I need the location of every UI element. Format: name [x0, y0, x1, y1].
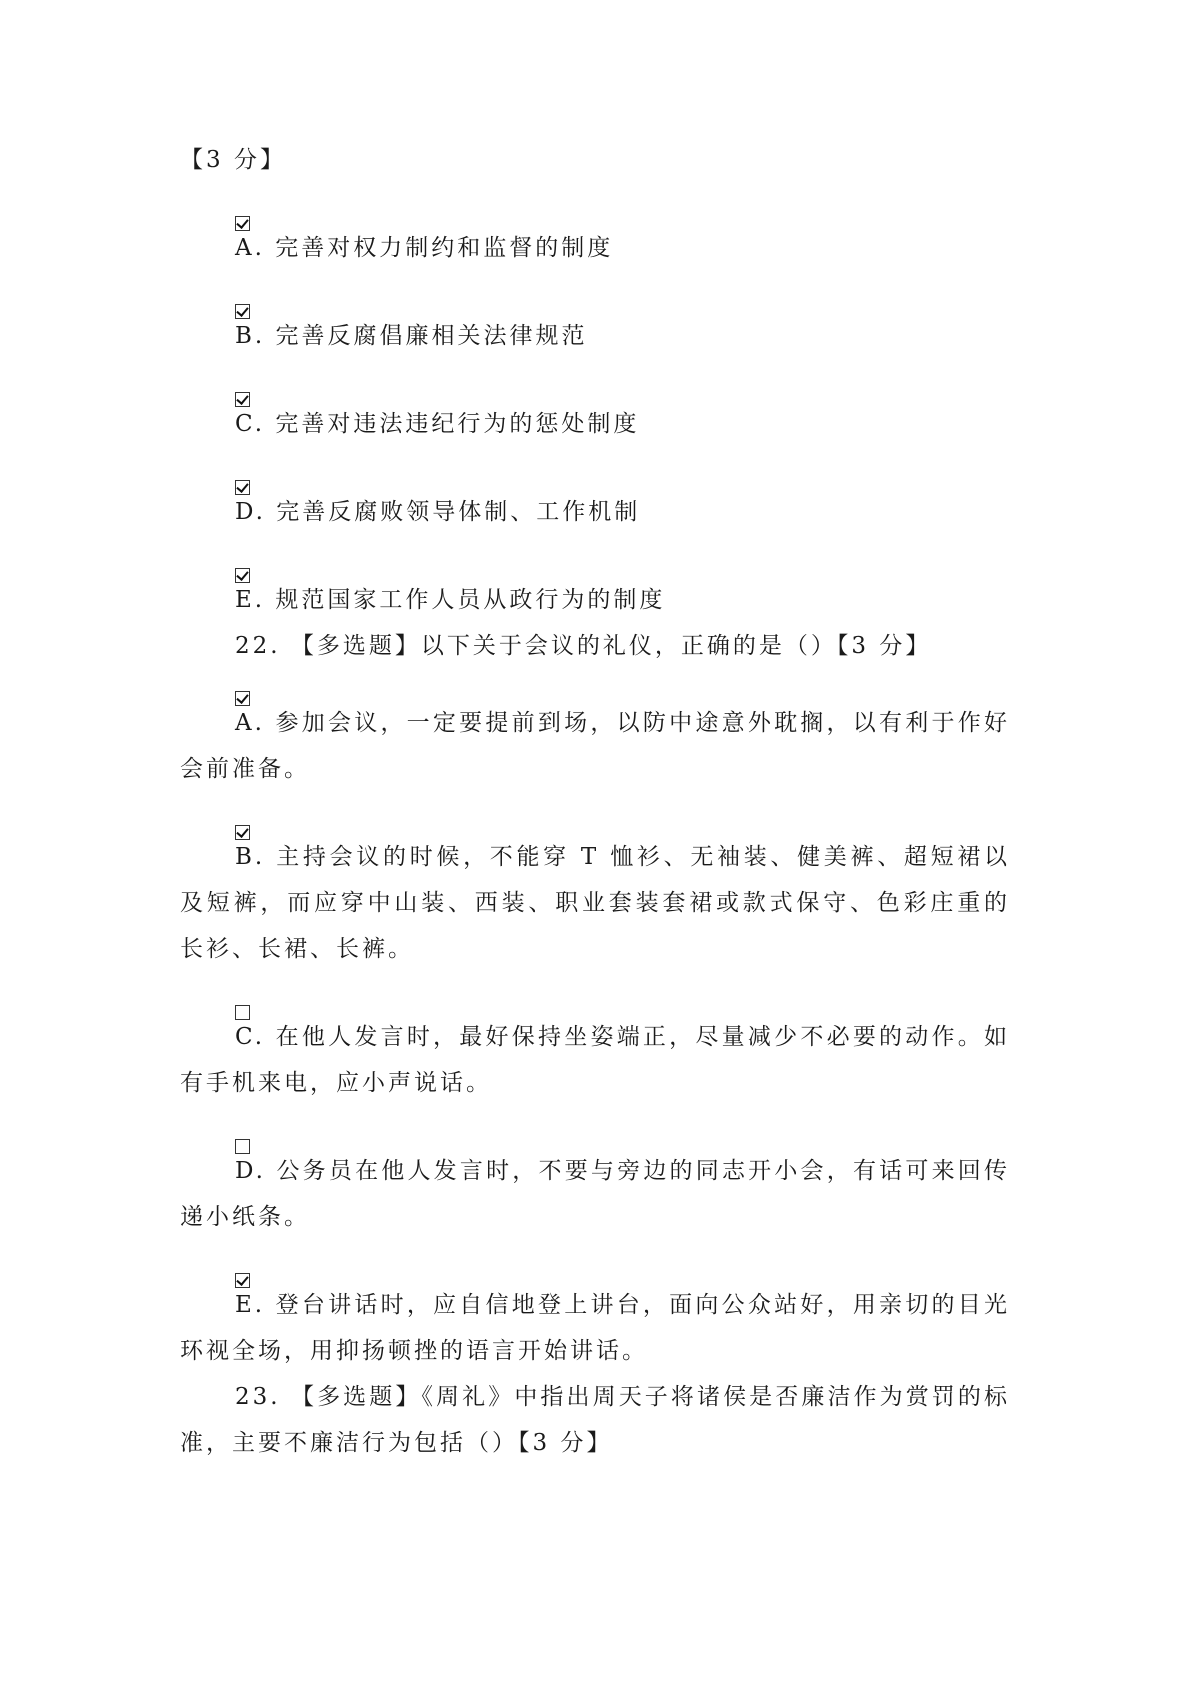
checkbox-checked-icon[interactable] — [235, 392, 250, 407]
prev-option-c — [180, 392, 1010, 447]
prev-option-e — [180, 568, 1010, 623]
option-text: D. 完善反腐败领导体制、工作机制 — [235, 499, 641, 525]
checkbox-checked-icon[interactable] — [235, 825, 250, 840]
prev-option-d — [180, 480, 1010, 535]
checkbox-checked-icon[interactable] — [235, 691, 250, 706]
prev-option-b — [180, 304, 1010, 359]
option-text: E. 规范国家工作人员从政行为的制度 — [235, 587, 666, 613]
q22-option-b — [180, 825, 1010, 972]
checkbox-checked-icon[interactable] — [235, 1273, 250, 1288]
checkbox-unchecked-icon[interactable] — [235, 1005, 250, 1020]
prev-option-a — [180, 216, 1010, 271]
q22-option-e — [180, 1273, 1010, 1374]
option-text: B. 完善反腐倡廉相关法律规范 — [235, 323, 588, 349]
checkbox-checked-icon[interactable] — [235, 216, 250, 231]
checkbox-unchecked-icon[interactable] — [235, 1139, 250, 1154]
option-text: A. 完善对权力制约和监督的制度 — [235, 235, 614, 261]
checkbox-checked-icon[interactable] — [235, 304, 250, 319]
q22-option-c — [180, 1005, 1010, 1106]
option-text: C. 完善对违法违纪行为的惩处制度 — [235, 411, 640, 437]
checkbox-checked-icon[interactable] — [235, 568, 250, 583]
document-page — [180, 140, 1010, 1488]
previous-question-score: 【3 分】 — [180, 147, 286, 173]
option-text: D. 公务员在他人发言时，不要与旁边的同志开小会，有话可来回传递小纸条。 — [180, 1158, 1010, 1230]
question-22-stem: 22. 【多选题】以下关于会议的礼仪，正确的是（）【3 分】 — [235, 633, 932, 659]
q22-option-a — [180, 691, 1010, 792]
option-text: C. 在他人发言时，最好保持坐姿端正，尽量减少不必要的动作。如有手机来电，应小声说话。 — [180, 1024, 1010, 1096]
checkbox-checked-icon[interactable] — [235, 480, 250, 495]
question-23-stem: 23. 【多选题】《周礼》中指出周天子将诸侯是否廉洁作为赏罚的标准，主要不廉洁行为包括（）【3 分】 — [180, 1384, 1010, 1456]
option-text: E. 登台讲话时，应自信地登上讲台，面向公众站好，用亲切的目光环视全场，用抑扬顿挫的语言开始讲话。 — [180, 1292, 1010, 1364]
q22-option-d — [180, 1139, 1010, 1240]
option-text: A. 参加会议，一定要提前到场，以防中途意外耽搁，以有利于作好会前准备。 — [180, 710, 1010, 782]
option-text: B. 主持会议的时候，不能穿 T 恤衫、无袖装、健美裤、超短裙以及短裤，而应穿中山装、西装、职业套装套裙或款式保守、色彩庄重的长衫、长裙、长裤。 — [180, 844, 1010, 962]
